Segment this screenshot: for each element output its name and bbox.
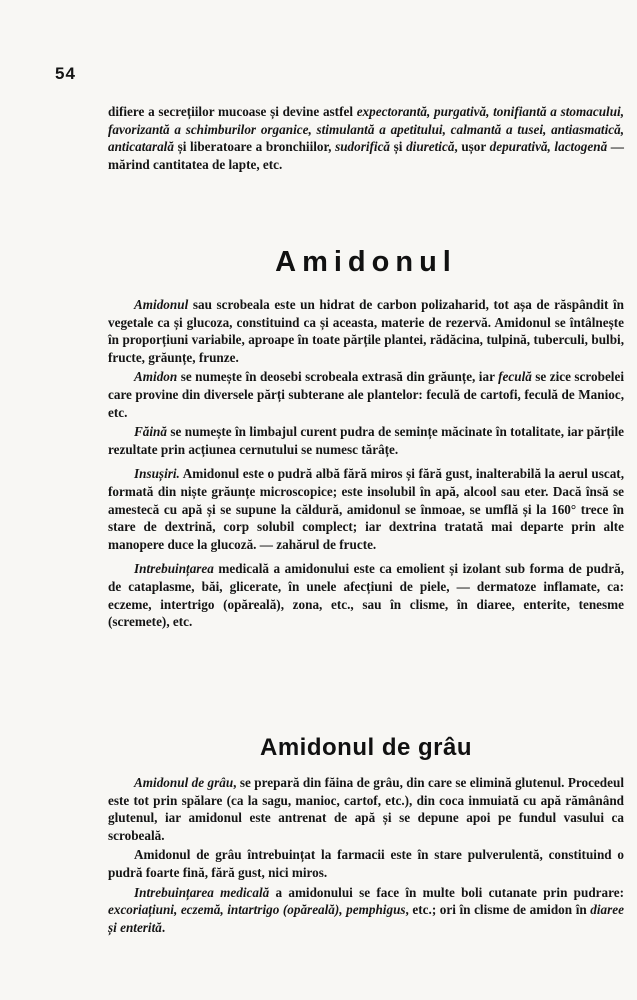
paragraph (108, 296, 624, 366)
italic-text: Intrebuințarea medicală (134, 884, 270, 900)
italic-text: feculă (498, 369, 532, 385)
text-run: — mărind cantitatea de lapte, etc. (108, 139, 624, 172)
italic-text: Amidonul de grâu (134, 775, 234, 790)
paragraph (108, 884, 624, 937)
italic-text: Intrebuințarea (134, 561, 214, 577)
text-run: Amidonul de grâu întrebuințat la farmacii este în stare pulverulentă, constituind o pudră foarte fină, fără gust, nici miros. (108, 847, 624, 880)
italic-text: diuretică (406, 139, 455, 155)
text-run: și (390, 139, 407, 155)
intro-paragraph (108, 103, 624, 173)
section-title-amidonul-de-grau: Amidonul de grâu (260, 734, 472, 761)
paragraph (108, 368, 624, 421)
section-amidonul-body (108, 296, 624, 631)
italic-text: sudorifică (335, 139, 391, 155)
paragraph (108, 103, 624, 173)
paragraph (108, 560, 624, 630)
paragraph (108, 465, 624, 553)
italic-text: Amidonul (134, 297, 189, 312)
italic-text: expectorantă, purgativă, tonifiantă a stomacului, favorizantă a schimburilor organice, stimulantă a apetitului, calmantă a tusei, antiasmatică, anticatarală (108, 104, 624, 155)
paragraph (108, 774, 624, 844)
paragraph (108, 423, 624, 458)
text-run: , ușor (454, 139, 490, 155)
italic-text: depurativă, lactogenă (489, 139, 608, 155)
italic-text: Făină (134, 424, 167, 440)
text-run: se numește în limbajul curent pudra de semințe măcinate în totalitate, iar părțile rezultate prin acțiunea cernutului se numesc tărâțe. (108, 424, 624, 457)
text-run: se numește în deosebi scrobeala extrasă din grăunțe, iar (177, 369, 499, 385)
text-run: Amidonul este o pudră albă fără miros și fără gust, inalterabilă la aerul uscat, formată din niște grăunțe microscopice; este insolubil în apă, alcool sau eter. Dacă însă se amestecă cu apă și se supune la căldură, amidonul se înmoae, se umflă și la 160° trece în stare de dextrină, corp solubil complect; iar dextrina tratată mai departe prin alte manopere duce la glucoză. — zahărul de fructe. (108, 466, 624, 552)
italic-text: excoriațiuni, eczemă, intartrigo (opăreală), pemphigus (108, 902, 406, 918)
text-run: sau scrobeala este un hidrat de carbon polizaharid, tot așa de răspândit în vegetale ca și glucoza, constituind ca și aceasta, materie de rezervă. Amidonul se întâlnește în proporțiuni variabile, aproape în toate părțile plantei, rădăcina, tulpină, tuberculi, bulbi, fructe, grăunțe, frunze. (108, 297, 624, 365)
italic-text: diaree și enterită (108, 902, 624, 935)
paragraph (108, 846, 624, 881)
page-number: 54 (55, 64, 76, 83)
section-title-amidonul: Amidonul (275, 246, 457, 278)
text-run: și liberatoare a bronchiilor, (173, 139, 336, 155)
text-run: difiere a secrețiilor mucoase și devine astfel (108, 104, 357, 119)
text-run: medicală a amidonului este ca emolient și izolant sub forma de pudră, de cataplasme, băi, glicerate, în unele afecțiuni de piele, — dermatoze inflamate, ca: eczeme, intertrigo (opăreală), zona, etc., sau în clisme, în diaree, enterite, tenesme (scremete), etc. (108, 561, 624, 630)
text-run: se zice scrobelei care provine din diversele părți subterane ale plantelor: feculă de cartofi, feculă de Manioc, etc. (108, 369, 624, 420)
text-run: a amidonului se face în multe boli cutanate prin pudrare: (269, 884, 624, 900)
text-run: , etc.; ori în clisme de amidon în (405, 902, 591, 918)
text-run: . (161, 919, 166, 935)
italic-text: Amidon (134, 369, 178, 385)
section-amidonul-de-grau-body (108, 774, 624, 936)
text-run: , se prepară din făina de grâu, din care se elimină glutenul. Procedeul este tot prin spălare (ca la sagu, manioc, cartof, etc.), din coca inmuiată cu apă rămânând glutenul, iar amidonul este antrenat de apă și se depune apoi pe fundul vasului ca scrobeală. (108, 775, 624, 843)
italic-text: Insușiri. (134, 466, 180, 482)
